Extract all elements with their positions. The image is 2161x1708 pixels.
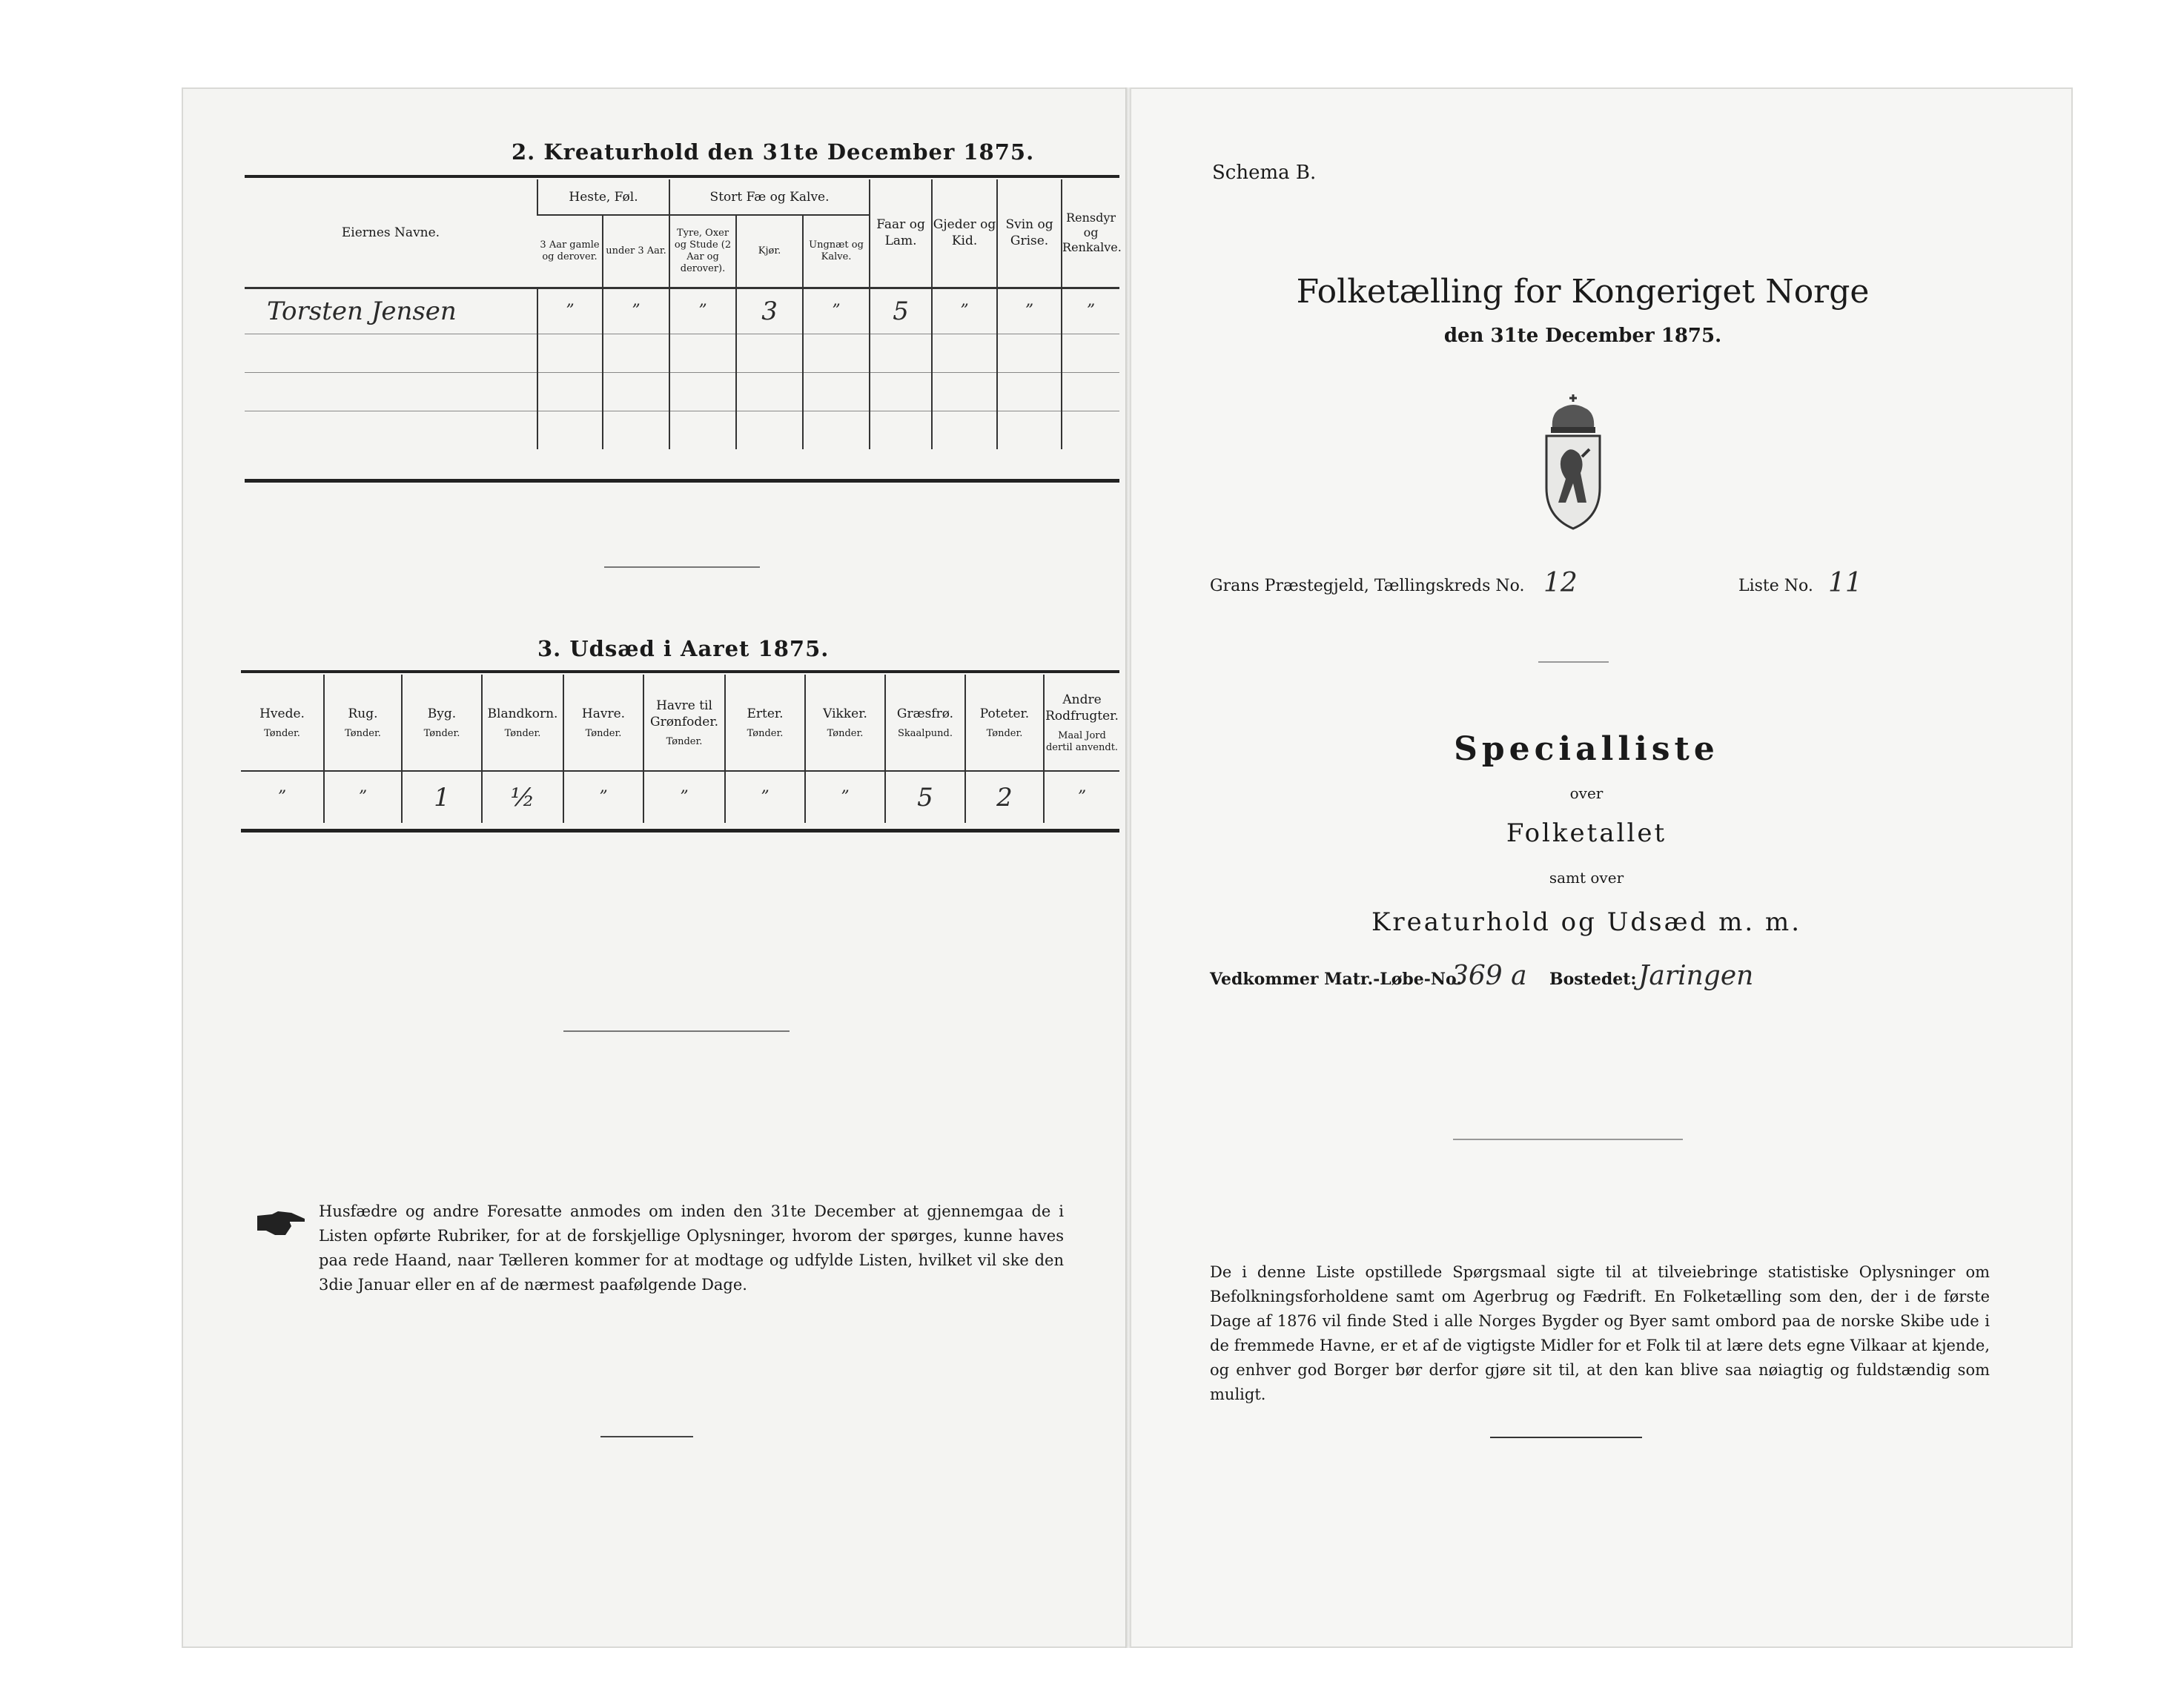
reindeer-value: ” <box>1062 288 1119 334</box>
sowing-value-2: 1 <box>402 771 482 823</box>
sowing-value-row <box>241 771 1119 823</box>
sowing-crop-name: Andre Rodfrugter. <box>1045 692 1119 724</box>
livestock-top-rule <box>245 175 1119 178</box>
sowing-header-0 <box>241 675 324 771</box>
sowing-value-8: 5 <box>885 771 965 823</box>
sowing-crop-name: Hvede. <box>259 706 305 721</box>
subtitle: Kreaturhold og Udsæd m. m. <box>1371 907 1801 937</box>
livestock-title: 2. Kreaturhold den 31te December 1875. <box>512 139 1035 165</box>
horses-young-value: ” <box>603 288 669 334</box>
sowing-bottom-rule <box>241 829 1119 833</box>
sowing-header-10 <box>1044 675 1119 771</box>
sowing-title: 3. Udsæd i Aaret 1875. <box>537 636 830 661</box>
sowing-crop-name: Rug. <box>348 706 378 721</box>
goats-value: ” <box>932 288 997 334</box>
sowing-crop-name: Havre. <box>581 706 626 721</box>
matr-label: Vedkommer Matr.-Løbe-No. <box>1210 970 1462 989</box>
sowing-header-9 <box>965 675 1044 771</box>
schema-label: Schema B. <box>1212 162 1317 184</box>
over-label: over <box>1569 784 1604 802</box>
sowing-header-1 <box>324 675 402 771</box>
sowing-crop-name: Havre til Grønfoder. <box>649 698 719 729</box>
date-line: den 31te December 1875. <box>1443 325 1722 347</box>
horses-old-header: 3 Aar gamle og derover. <box>540 239 600 262</box>
footer-text: De i denne Liste opstillede Spørgsmaal sigte til at tilveiebringe statistiske Oplysninger om Befolkningsforholdene samt om Agerbrug og Fædrift. En Folketælling som den, der i de første Dage af 1876 vil finde Sted i alle Norges Bygder og Byer samt ombord paa de norske Skibe ude i de fremmede Havne, er et af de vigtigste Midler for et Folk til at lære dets egne Vilkaar at kjende, og enhver god Borger bør derfor gjøre sit til, at den kan blive saa nøiagtig og fuldstændig som muligt. <box>1210 1263 1990 1403</box>
sowing-header-8 <box>885 675 965 771</box>
cattle-bulls-value: ” <box>669 288 736 334</box>
sowing-crop-name: Poteter. <box>979 706 1030 721</box>
pigs-header: Svin og Grise. <box>997 179 1062 288</box>
sowing-value-3: ½ <box>482 771 563 823</box>
list-label: Liste No. <box>1738 577 1813 595</box>
sowing-value-9: 2 <box>965 771 1044 823</box>
sowing-crop-name: Erter. <box>747 706 784 721</box>
district-number: 12 <box>1543 568 1578 598</box>
owner-header: Eiernes Navne. <box>341 225 440 241</box>
main-title: Folketælling for Kongeriget Norge <box>1296 273 1870 311</box>
cattle-young-value: ” <box>803 288 870 334</box>
sowing-crop-name: Græsfrø. <box>896 706 954 721</box>
sowing-crop-unit: Tønder. <box>423 727 460 739</box>
reindeer-header: Rensdyr og Renkalve. <box>1062 179 1119 288</box>
samt-over-label: samt over <box>1549 869 1624 887</box>
parish-label: Grans Præstegjeld, Tællingskreds No. <box>1210 577 1525 595</box>
folketallet-label: Folketallet <box>1506 818 1667 848</box>
special-title: Specialliste <box>1454 730 1719 768</box>
bostedet-label: Bostedet: <box>1549 970 1637 989</box>
horses-old-value: ” <box>537 288 603 334</box>
cattle-young-header: Ungnæt og Kalve. <box>803 215 870 288</box>
sowing-value-10: ” <box>1044 771 1119 823</box>
sowing-value-1: ” <box>324 771 402 823</box>
divider-1 <box>604 566 760 568</box>
page-fold <box>1125 87 1131 1648</box>
sowing-value-0: ” <box>277 788 287 807</box>
sowing-crop-unit: Maal Jord dertil anvendt. <box>1045 729 1119 753</box>
norwegian-lion-crest-icon <box>1536 391 1610 532</box>
goats-header: Gjeder og Kid. <box>932 179 997 288</box>
divider-4 <box>1538 661 1609 663</box>
sowing-table <box>241 675 1119 823</box>
sowing-crop-unit: Tønder. <box>827 727 864 739</box>
sowing-value-4: ” <box>563 771 643 823</box>
sowing-header-3 <box>482 675 563 771</box>
cattle-cows-value: 3 <box>736 288 803 334</box>
sowing-crop-unit: Tønder. <box>264 727 300 739</box>
sowing-header-4 <box>563 675 643 771</box>
divider-2 <box>563 1030 790 1032</box>
divider-3 <box>600 1436 693 1437</box>
pointing-hand-icon <box>256 1208 308 1238</box>
sowing-value-5: ” <box>643 771 725 823</box>
sowing-crop-unit: Tønder. <box>986 727 1023 739</box>
owner-name: Torsten Jensen <box>267 296 457 326</box>
right-page <box>1130 87 2073 1648</box>
sowing-crop-name: Blandkorn. <box>487 706 558 721</box>
sowing-header-6 <box>725 675 805 771</box>
divider-5 <box>1453 1139 1683 1140</box>
list-number: 11 <box>1828 568 1862 598</box>
pigs-value: ” <box>997 288 1062 334</box>
sowing-header-row <box>241 675 1119 771</box>
sowing-crop-name: Vikker. <box>823 706 867 721</box>
matr-number: 369 a <box>1452 961 1527 991</box>
cattle-header: Stort Fæ og Kalve. <box>669 179 870 215</box>
divider-6 <box>1490 1437 1642 1438</box>
cattle-cows-header: Kjør. <box>736 215 803 288</box>
cattle-bulls-header: Tyre, Oxer og Stude (2 Aar og derover). <box>669 215 736 288</box>
sheep-header: Faar og Lam. <box>870 179 932 288</box>
sowing-crop-name: Byg. <box>427 706 457 721</box>
sowing-header-2 <box>402 675 482 771</box>
sowing-crop-unit: Tønder. <box>504 727 541 739</box>
sowing-top-rule <box>241 670 1119 673</box>
sowing-crop-unit: Tønder. <box>666 735 703 747</box>
sowing-crop-unit: Tønder. <box>585 727 622 739</box>
sowing-crop-unit: Tønder. <box>747 727 784 739</box>
sheep-value: 5 <box>870 288 932 334</box>
notice-text: Husfædre og andre Foresatte anmodes om inden den 31te December at gjennemgaa de i Listen opførte Rubriker, for at de forskjellige Oplysninger, hvorom der spørges, kunne haves paa rede Haand, naar Tælleren kommer for at modtage og udfylde Listen, hvilket vil ske den 3die Januar eller en af de nærmest paafølgende Dage. <box>319 1202 1064 1294</box>
livestock-table <box>245 179 1122 449</box>
sowing-value-6: ” <box>725 771 805 823</box>
sowing-crop-unit: Tønder. <box>345 727 381 739</box>
sowing-value-7: ” <box>805 771 885 823</box>
sowing-header-5 <box>643 675 725 771</box>
sowing-header-7 <box>805 675 885 771</box>
livestock-bottom-rule <box>245 479 1119 483</box>
sowing-crop-unit: Skaalpund. <box>898 727 953 739</box>
horses-header: Heste, Føl. <box>537 179 669 215</box>
horses-young-header: under 3 Aar. <box>603 215 669 288</box>
bostedet-value: Jaringen <box>1638 961 1754 991</box>
